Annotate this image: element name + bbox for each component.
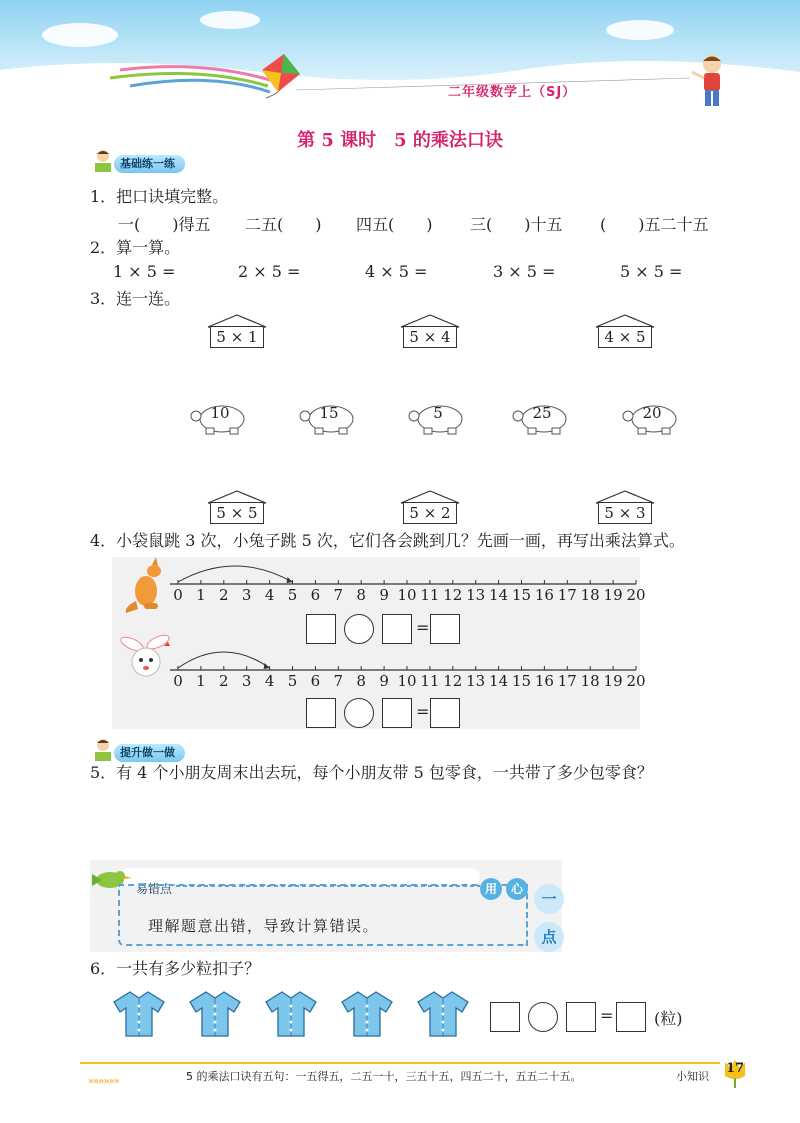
- house-expression: 5 × 3: [598, 502, 652, 524]
- tick-label: 3: [241, 672, 252, 690]
- q2-item: 1 × 5 =: [113, 262, 176, 281]
- q1-item: ( )五二十五: [600, 215, 709, 234]
- q1-item: 一( )得五: [118, 215, 211, 234]
- house-card: [208, 490, 266, 524]
- turtle-number: 15: [319, 404, 339, 422]
- answer-box[interactable]: [430, 698, 460, 728]
- shirt-row: [112, 990, 492, 1042]
- q2-item: 3 × 5 =: [493, 262, 556, 281]
- q2-item: 5 × 5 =: [620, 262, 683, 281]
- note-title: 易错点: [136, 882, 173, 896]
- rabbit-number-line: [170, 646, 640, 672]
- operator-circle[interactable]: [344, 614, 374, 644]
- tick-label: 19: [603, 672, 623, 690]
- tick-label: 17: [557, 586, 577, 604]
- operator-circle[interactable]: [528, 1002, 558, 1032]
- tick-label: 20: [626, 672, 646, 690]
- tick-label: 13: [466, 586, 486, 604]
- tick-label: 13: [466, 672, 486, 690]
- answer-box[interactable]: [566, 1002, 596, 1032]
- section-basic-label: 基础练一练: [114, 155, 185, 173]
- section-basic-tag: [92, 155, 232, 173]
- tick-label: 18: [580, 586, 600, 604]
- q4-prompt: 4．小袋鼠跳 3 次，小兔子跳 5 次，它们各会跳到几？先画一画，再写出乘法算式。: [90, 531, 685, 550]
- note-badge: 点: [534, 922, 564, 952]
- house-card: [596, 314, 654, 348]
- equals-sign: =: [416, 618, 430, 637]
- header-sky-banner: [0, 0, 800, 118]
- q5-prompt: 5．有 4 个小朋友周末出去玩，每个小朋友带 5 包零食，一共带了多少包零食？: [90, 763, 653, 782]
- shirt-icon: [188, 990, 242, 1038]
- shirt-icon: [340, 990, 394, 1038]
- jump-arrowhead: [264, 663, 270, 669]
- answer-box[interactable]: [382, 614, 412, 644]
- tick-label: 16: [534, 672, 554, 690]
- q1-prompt: 1．把口诀填完整。: [90, 187, 229, 206]
- q1-item: 二五( ): [245, 215, 322, 234]
- note-badge: 一: [534, 884, 564, 914]
- house-expression: 5 × 2: [403, 502, 457, 524]
- jump-arrowhead: [287, 577, 293, 583]
- rabbit-tick-labels: [170, 672, 646, 692]
- example-jump-arc: [178, 566, 293, 582]
- tick-label: 1: [196, 586, 206, 604]
- note-bubble: 用: [480, 878, 502, 900]
- shirt-icon: [112, 990, 166, 1038]
- unit-label: (粒): [654, 1009, 683, 1028]
- house-expression: 5 × 1: [210, 326, 264, 348]
- tick-label: 5: [287, 586, 298, 604]
- turtle-number: 25: [532, 404, 552, 422]
- tick-label: 0: [173, 586, 183, 604]
- turtle-number: 10: [210, 404, 230, 422]
- kangaroo-number-line: [170, 560, 640, 586]
- tick-label: 9: [379, 672, 389, 690]
- turtle-card: [406, 402, 470, 436]
- tick-label: 18: [580, 672, 600, 690]
- tick-label: 7: [333, 672, 344, 690]
- tick-label: 8: [356, 672, 366, 690]
- tick-label: 14: [489, 586, 509, 604]
- tick-label: 4: [264, 586, 275, 604]
- house-card: [596, 490, 654, 524]
- boy-flying-kite-icon: [688, 52, 734, 112]
- equals-sign: =: [600, 1006, 614, 1025]
- section-advanced-label: 提升做一做: [114, 744, 185, 762]
- tick-label: 10: [397, 586, 417, 604]
- house-card: [208, 314, 266, 348]
- tick-label: 1: [196, 672, 206, 690]
- turtle-number: 20: [642, 404, 662, 422]
- lesson-title: 第 5 课时 5 的乘法口诀: [297, 130, 503, 151]
- q1-item: 四五( ): [356, 215, 433, 234]
- q2-item: 2 × 5 =: [238, 262, 301, 281]
- tick-label: 15: [511, 672, 532, 690]
- tick-label: 15: [511, 586, 532, 604]
- tick-label: 10: [397, 672, 417, 690]
- note-bubble: 心: [506, 878, 528, 900]
- shirt-icon: [264, 990, 318, 1038]
- shirt-icon: [416, 990, 470, 1038]
- tick-label: 12: [443, 672, 463, 690]
- tick-label: 14: [489, 672, 509, 690]
- footer-label: 小知识: [676, 1070, 709, 1083]
- turtle-card: [297, 402, 361, 436]
- q2-prompt: 2．算一算。: [90, 238, 181, 257]
- tick-label: 9: [379, 586, 389, 604]
- house-card: [401, 490, 459, 524]
- house-expression: 5 × 5: [210, 502, 264, 524]
- operator-circle[interactable]: [344, 698, 374, 728]
- tick-label: 8: [356, 586, 366, 604]
- answer-box[interactable]: [306, 614, 336, 644]
- page-number-badge: [722, 1058, 748, 1088]
- tick-label: 20: [626, 586, 646, 604]
- turtle-card: [188, 402, 252, 436]
- note-text: 理解题意出错，导致计算错误。: [148, 917, 380, 935]
- kangaroo-icon: [122, 557, 172, 613]
- q2-item: 4 × 5 =: [365, 262, 428, 281]
- tick-label: 17: [557, 672, 577, 690]
- student-reading-icon: [92, 738, 114, 762]
- footer-arrows: »»»»»»: [88, 1076, 119, 1087]
- footer-tip: 5 的乘法口诀有五句：一五得五，二五一十，三五十五，四五二十，五五二十五。: [186, 1070, 582, 1083]
- tick-label: 7: [333, 586, 344, 604]
- tick-label: 19: [603, 586, 623, 604]
- house-card: [401, 314, 459, 348]
- tick-label: 6: [310, 672, 321, 690]
- tick-label: 5: [287, 672, 298, 690]
- tick-label: 11: [420, 586, 440, 604]
- answer-box[interactable]: [430, 614, 460, 644]
- tick-label: 6: [310, 586, 321, 604]
- section-advanced-tag: [92, 744, 232, 762]
- answer-box[interactable]: [306, 698, 336, 728]
- house-expression: 4 × 5: [598, 326, 652, 348]
- house-expression: 5 × 4: [403, 326, 457, 348]
- tick-label: 12: [443, 586, 463, 604]
- answer-box[interactable]: [490, 1002, 520, 1032]
- tick-label: 16: [534, 586, 554, 604]
- q3-prompt: 3．连一连。: [90, 289, 181, 308]
- rabbit-icon: [118, 630, 176, 686]
- tick-label: 2: [219, 672, 229, 690]
- kangaroo-tick-labels: [170, 586, 646, 606]
- tick-label: 3: [241, 586, 252, 604]
- tick-label: 11: [420, 672, 440, 690]
- tick-label: 4: [264, 672, 275, 690]
- grade-label: 二年级数学上（SJ）: [448, 85, 577, 100]
- kite-icon: [252, 52, 302, 100]
- turtle-card: [620, 402, 684, 436]
- student-reading-icon: [92, 149, 114, 173]
- equals-sign: =: [416, 702, 430, 721]
- q6-prompt: 6．一共有多少粒扣子？: [90, 959, 261, 978]
- tick-label: 2: [219, 586, 229, 604]
- tick-label: 0: [173, 672, 183, 690]
- page-number: 17: [725, 1061, 745, 1076]
- example-jump-arc: [178, 652, 270, 668]
- q1-item: 三( )十五: [470, 215, 563, 234]
- turtle-number: 5: [433, 404, 443, 422]
- turtle-card: [510, 402, 574, 436]
- answer-box[interactable]: [616, 1002, 646, 1032]
- answer-box[interactable]: [382, 698, 412, 728]
